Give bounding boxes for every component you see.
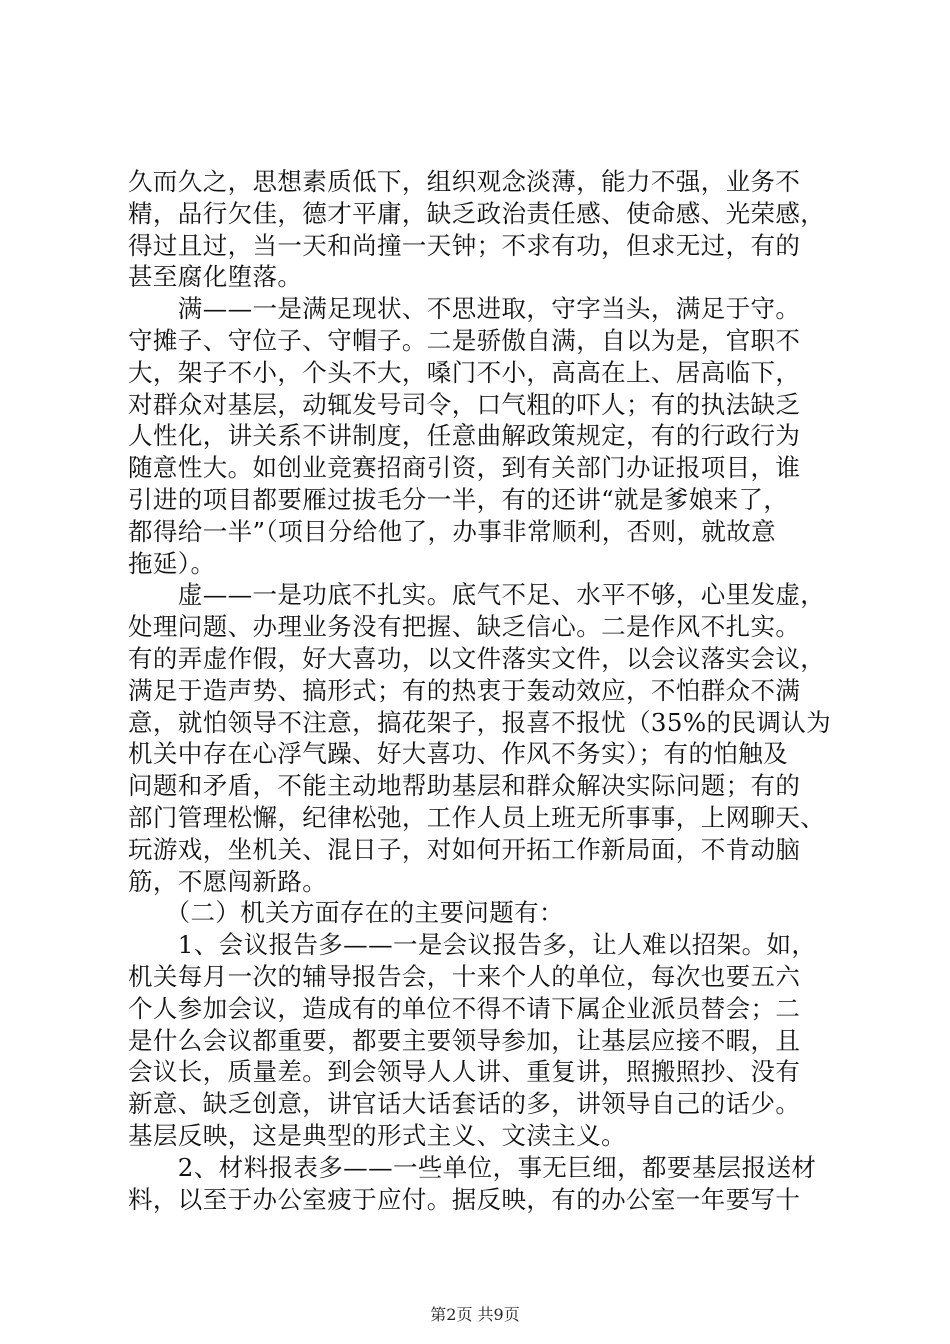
text-line: 得过且过，当一天和尚撞一天钟；不求有功，但求无过，有的 [128, 230, 801, 260]
text-line: 都得给一半”（项目分给他了，办事非常顺利，否则，就故意 [128, 516, 777, 546]
text-line: （二）机关方面存在的主要问题有： [128, 898, 564, 928]
body-text [128, 166, 832, 1215]
text-line: 有的弄虚作假，好大喜功，以文件落实文件，以会议落实会议， [128, 643, 826, 673]
text-line: 守摊子、守位子、守帽子。二是骄傲自满，自以为是，官职不 [128, 325, 801, 355]
text-line: 新意、缺乏创意，讲官话大话套话的多，讲领导自己的话少。 [128, 1089, 801, 1119]
text-line: 精，品行欠佳，德才平庸，缺乏政治责任感、使命感、光荣感， [128, 198, 826, 228]
text-line: 个人参加会议，造成有的单位不得不请下属企业派员替会；二 [128, 993, 801, 1023]
text-line: 拖延）。 [128, 548, 216, 578]
text-line: 料，以至于办公室疲于应付。据反映，有的办公室一年要写十 [128, 1184, 801, 1214]
text-line: 1、会议报告多——一是会议报告多，让人难以招架。如， [128, 930, 817, 960]
text-line: 2、材料报表多——一些单位，事无巨细，都要基层报送材 [128, 1152, 817, 1182]
text-line: 机关每月一次的辅导报告会，十来个人的单位，每次也要五六 [128, 961, 801, 991]
text-line: 人性化，讲关系不讲制度，任意曲解政策规定，有的行政行为 [128, 421, 801, 451]
text-line: 对群众对基层，动辄发号司令，口气粗的吓人；有的执法缺乏 [128, 389, 801, 419]
text-line: 引进的项目都要雁过拔毛分一半，有的还讲“就是爹娘来了， [128, 484, 789, 514]
page-footer: 第2页 共9页 [430, 1305, 520, 1324]
text-line: 久而久之，思想素质低下，组织观念淡薄，能力不强，业务不 [128, 167, 801, 196]
text-line: 筋，不愿闯新路。 [128, 866, 328, 896]
text-line: 部门管理松懈，纪律松弛，工作人员上班无所事事，上网聊天、 [128, 802, 826, 832]
text-line: 虚——一是功底不扎实。底气不足、水平不够，心里发虚， [128, 580, 826, 610]
text-line: 满——一是满足现状、不思进取，守字当头，满足于守。 [128, 294, 801, 324]
text-line: 基层反映，这是典型的形式主义、文渎主义。 [128, 1120, 626, 1150]
text-line: 意，就怕领导不注意，搞花架子，报喜不报忧（35%的民调认为 [128, 707, 832, 737]
text-line: 是什么会议都重要，都要主要领导参加，让基层应接不暇，且 [128, 1025, 801, 1055]
text-line: 机关中存在心浮气躁、好大喜功、作风不务实）；有的怕触及 [128, 739, 789, 769]
text-line: 处理问题、办理业务没有把握、缺乏信心。二是作风不扎实。 [128, 612, 801, 642]
text-line: 问题和矛盾，不能主动地帮助基层和群众解决实际问题；有的 [128, 771, 801, 801]
text-line: 满足于造声势、搞形式；有的热衷于轰动效应，不怕群众不满 [128, 675, 801, 705]
text-line: 随意性大。如创业竞赛招商引资，到有关部门办证报项目，谁 [128, 453, 801, 483]
text-line: 玩游戏，坐机关、混日子，对如何开拓工作新局面，不肯动脑 [128, 834, 801, 864]
text-line: 会议长，质量差。到会领导人人讲、重复讲，照搬照抄、没有 [128, 1057, 801, 1087]
text-line: 甚至腐化堕落。 [128, 262, 303, 292]
text-line: 大，架子不小，个头不大，嗓门不小，高高在上、居高临下， [128, 357, 801, 387]
